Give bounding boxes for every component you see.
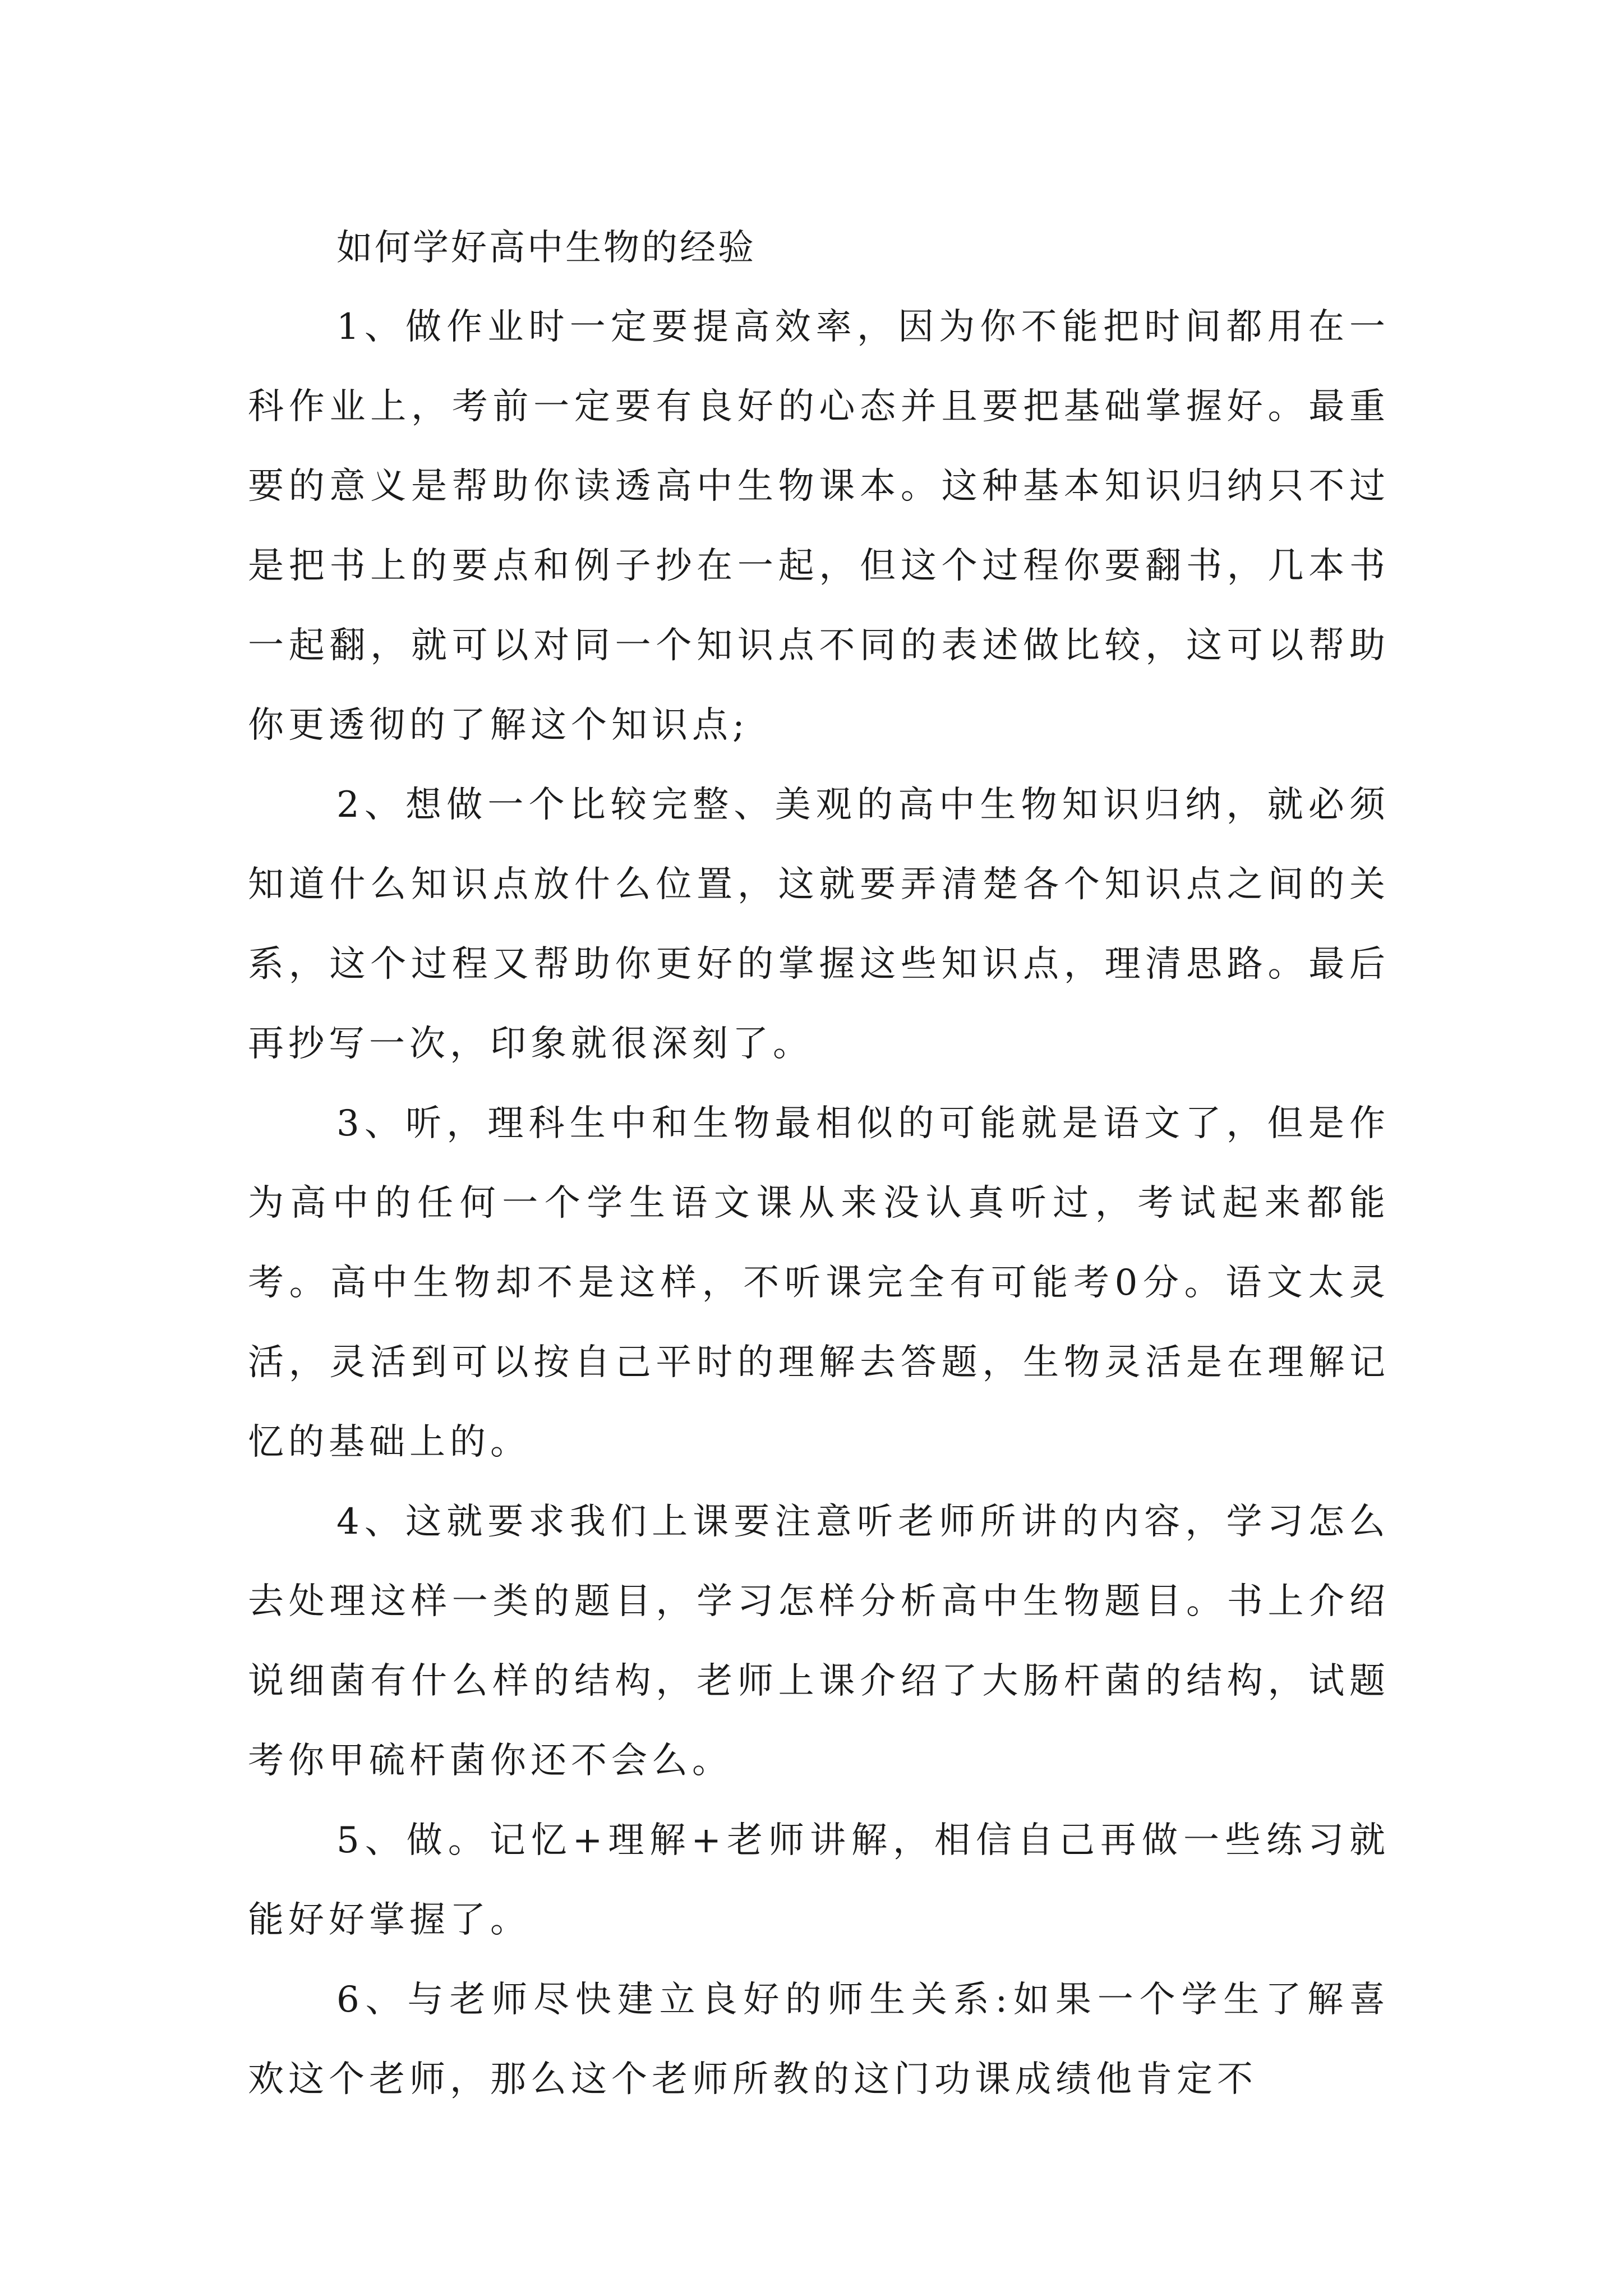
paragraph-4: 4、这就要求我们上课要注意听老师所讲的内容，学习怎么去处理这样一类的题目，学习怎样分析高中生物题目。书上介绍说细菌有什么样的结构，老师上课介绍了大肠杆菌的结构，试题考你甲硫杆菌你还不会么。 (248, 1501, 1390, 1782)
paragraph-3: 3、听，理科生中和生物最相似的可能就是语文了，但是作为高中的任何一个学生语文课从来没认真听过，考试起来都能考。高中生物却不是这样，不听课完全有可能考0分。语文太灵活，灵活到可以按自己平时的理解去答题，生物灵活是在理解记忆的基础上的。 (248, 1103, 1390, 1463)
paragraph-1: 1、做作业时一定要提高效率，因为你不能把时间都用在一科作业上，考前一定要有良好的心态并且要把基础掌握好。最重要的意义是帮助你读透高中生物课本。这种基本知识归纳只不过是把书上的要点和例子抄在一起，但这个过程你要翻书，几本书一起翻，就可以对同一个知识点不同的表述做比较，这可以帮助你更透彻的了解这个知识点; (248, 306, 1390, 746)
paragraph-6: 6、与老师尽快建立良好的师生关系:如果一个学生了解喜欢这个老师，那么这个老师所教的这门功课成绩他肯定不 (248, 1979, 1390, 2100)
document-title: 如何学好高中生物的经验 (336, 227, 756, 269)
document-body (248, 209, 1390, 2119)
paragraph-5: 5、做。记忆+理解+老师讲解，相信自己再做一些练习就能好好掌握了。 (248, 1820, 1390, 1941)
paragraph-2: 2、想做一个比较完整、美观的高中生物知识归纳，就必须知道什么知识点放什么位置，这就要弄清楚各个知识点之间的关系，这个过程又帮助你更好的掌握这些知识点，理清思路。最后再抄写一次，印象就很深刻了。 (248, 784, 1390, 1065)
